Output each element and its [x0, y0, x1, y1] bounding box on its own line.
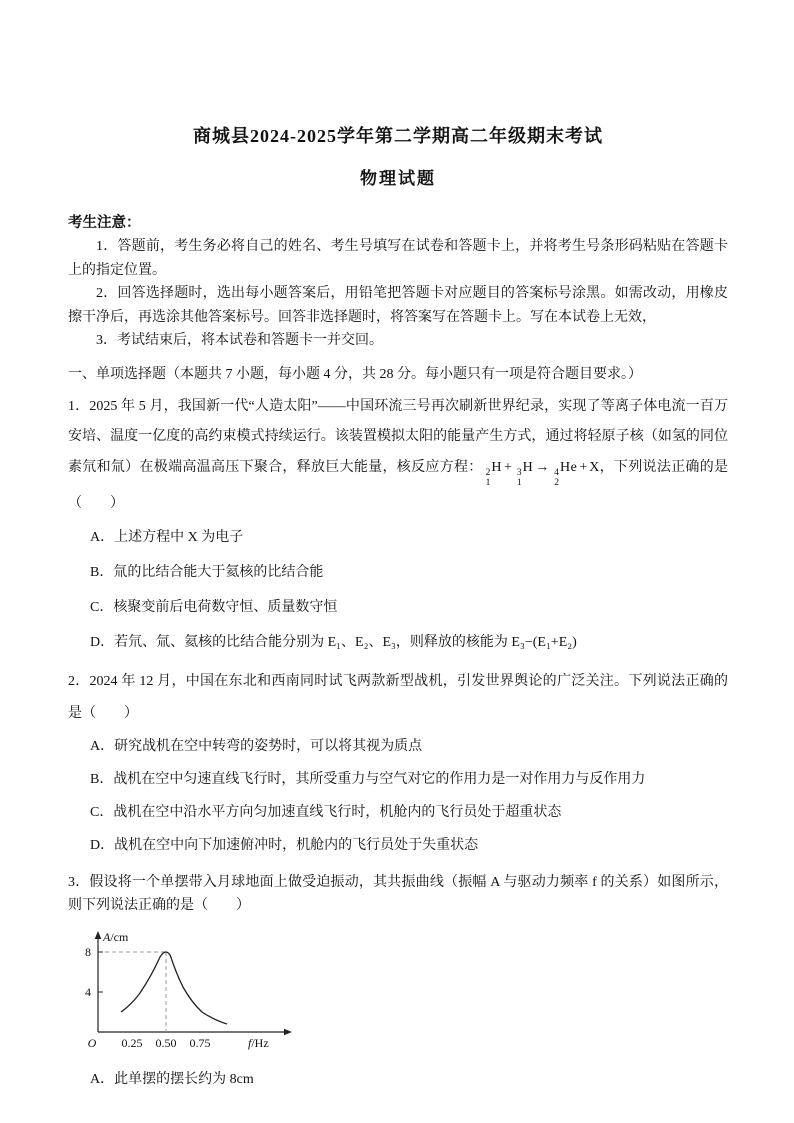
question-3-stem: 3．假设将一个单摆带入月球地面上做受迫振动，其共振曲线（振幅 A 与驱动力频率 f 的关系）如图所示，则下列说法正确的是（ ）	[68, 874, 728, 913]
resonance-curve-figure	[70, 927, 728, 1063]
notice-heading: 考生注意：	[68, 215, 141, 231]
question-1	[68, 392, 728, 660]
question-1-option-a: A．上述方程中 X 为电子	[90, 529, 244, 545]
question-1-option-c: C．核聚变前后电荷数守恒、质量数守恒	[90, 599, 338, 615]
atomic-number: 2	[554, 478, 559, 489]
question-1-option-d: D．若氘、氚、氦核的比结合能分别为 E₁、E₂、E₃，则释放的核能为 E₃−(E₁+E₂)	[90, 634, 577, 650]
x-tick-label-075: 0.75	[189, 1035, 211, 1050]
question-2-option-c: C．战机在空中沿水平方向匀加速直线飞行时，机舱内的飞行员处于超重状态	[90, 804, 562, 820]
question-2-option-a: A．研究战机在空中转弯的姿势时，可以将其视为质点	[90, 738, 423, 754]
question-1-stem	[68, 392, 728, 520]
question-3	[68, 871, 728, 1095]
nuclide-helium-symbol: He	[559, 459, 578, 475]
resonance-curve	[121, 952, 227, 1024]
question-2-stem: 2．2024 年 12 月，中国在东北和西南同时试飞两款新型战机，引发世界舆论的广泛关注。下列说法正确的是（ ）	[68, 673, 728, 721]
atomic-number: 1	[516, 478, 522, 489]
notice-item-1: 1．答题前，考生务必将自己的姓名、考生号填写在试卷和答题卡上，并将考生号条形码粘贴在答题卡上的指定位置。	[68, 239, 728, 278]
nuclide-deuterium-symbol: H	[491, 459, 502, 475]
question-1-stem-text: 1．2025 年 5 月，我国新一代“人造太阳”——中国环流三号再次刷新世界纪录，实现了等离子体电流一百万安培、温度一亿度的高约束模式持续运行。该装置模拟太阳的能量产生方式，通过将轻原子核（如氢的同位素氘和氚）在极端高温高压下聚合，释放巨大能量，核反应方程：	[68, 398, 728, 475]
question-2-option-d: D．战机在空中向下加速俯冲时，机舱内的飞行员处于失重状态	[90, 837, 479, 853]
plus-sign: +	[503, 459, 512, 475]
notice-item-2: 2．回答选择题时，选出每小题答案后，用铅笔把答题卡对应题目的答案标号涂黑。如需改动，用橡皮擦干净后，再选涂其他答案标号。回答非选择题时，将答案写在答题卡上。写在本试卷上无效，	[68, 286, 728, 325]
question-1-option-b: B．氚的比结合能大于氦核的比结合能	[90, 564, 324, 580]
question-3-option-a: A．此单摆的摆长约为 8cm	[90, 1071, 254, 1087]
nuclide-tritium-symbol: H	[522, 459, 534, 475]
particle-x: X	[589, 459, 600, 475]
reaction-arrow: →	[535, 459, 550, 475]
y-tick-label-8: 8	[85, 944, 91, 959]
notice-item-3: 3．考试结束后，将本试卷和答题卡一并交回。	[96, 333, 383, 348]
question-2	[68, 666, 728, 862]
mass-number: 2	[485, 467, 491, 478]
page-subtitle: 物理试题	[360, 169, 436, 188]
x-axis-label: f/Hz	[248, 1035, 269, 1050]
atomic-number: 1	[485, 478, 491, 489]
y-axis-arrow-icon	[95, 931, 102, 939]
question-1-stem-tail: ，下列说法正确的是（ ）	[68, 459, 729, 512]
x-tick-label-025: 0.25	[121, 1035, 143, 1050]
x-tick-label-050: 0.50	[155, 1035, 177, 1050]
x-axis-arrow-icon	[284, 1029, 292, 1036]
nuclide-helium-scripts	[554, 468, 559, 490]
resonance-curve-chart	[70, 927, 320, 1063]
nuclide-deuterium-scripts	[486, 468, 491, 490]
question-2-option-b: B．战机在空中匀速直线飞行时，其所受重力与空气对它的作用力是一对作用力与反作用力	[90, 771, 646, 787]
nuclide-tritium-scripts	[517, 468, 522, 490]
y-tick-label-4: 4	[85, 984, 91, 999]
y-axis-label: A/cm	[103, 929, 129, 944]
page-title: 商城县2024-2025学年第二学期高二年级期末考试	[193, 126, 603, 146]
section-1-heading: 一、单项选择题（本题共 7 小题，每小题 4 分，共 28 分。每小题只有一项是符合题目要求。）	[68, 366, 642, 382]
plus-sign: +	[579, 459, 588, 475]
mass-number: 3	[516, 467, 522, 478]
page-content	[68, 122, 728, 1095]
notice-block	[68, 211, 728, 353]
mass-number: 4	[554, 467, 559, 478]
origin-label: O	[87, 1035, 97, 1050]
